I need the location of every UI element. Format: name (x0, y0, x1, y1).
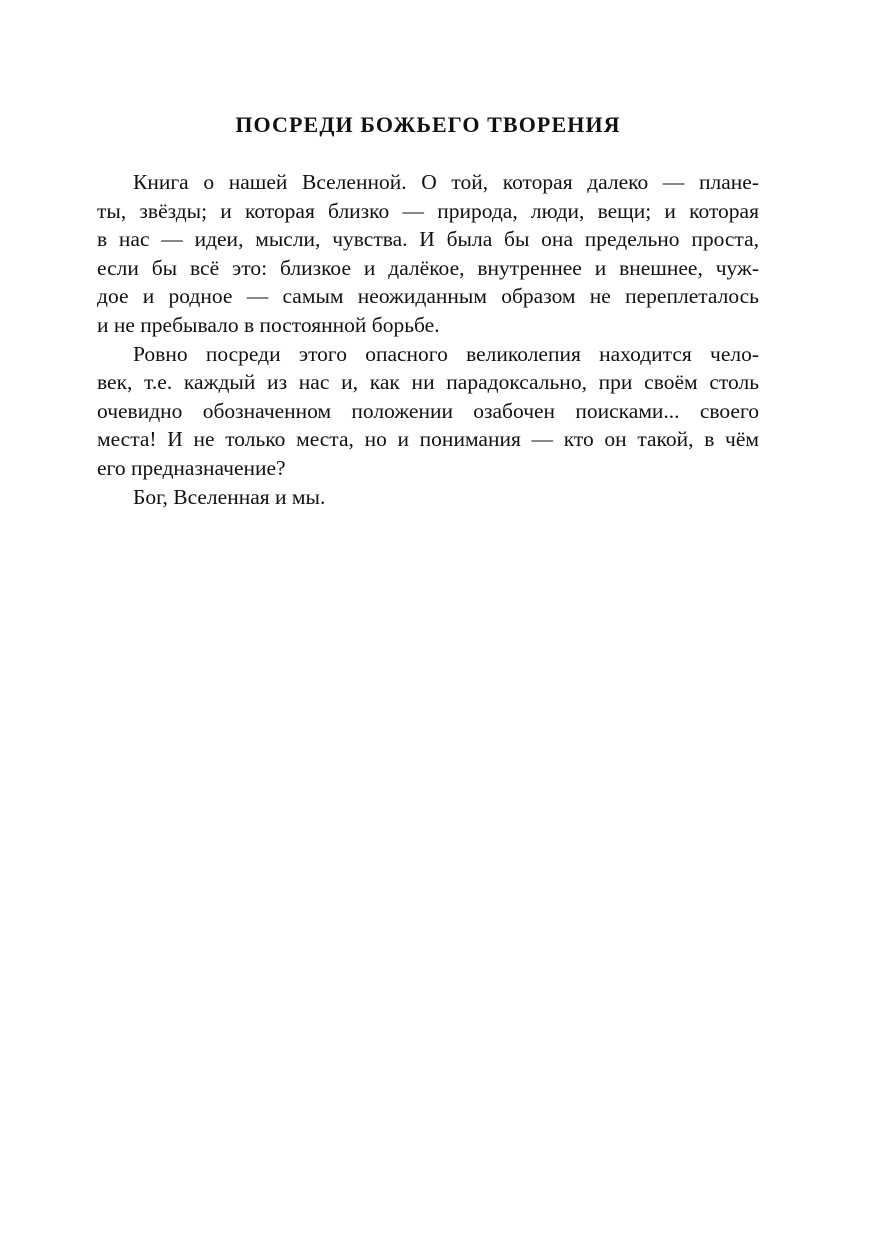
paragraph-2 (97, 340, 759, 483)
text-line: и не пребывало в постоянной борьбе. (97, 312, 440, 337)
text-line: Бог, Вселенная и мы. (133, 484, 326, 509)
text-line: очевидно обозначенном положении озабочен поисками... своего (97, 398, 759, 423)
paragraph-3 (97, 483, 759, 512)
text-line: если бы всё это: близкое и далёкое, внутреннее и внешнее, чуж- (97, 255, 759, 280)
text-line: в нас — идеи, мысли, чувства. И была бы она предельно проста, (97, 227, 759, 252)
text-line: Ровно посреди этого опасного великолепия находится чело- (133, 341, 759, 366)
text-line: места! И не только места, но и понимания — кто он такой, в чём (97, 427, 759, 452)
text-line: его предназначение? (97, 455, 286, 480)
body-text (97, 168, 759, 511)
text-line: век, т.е. каждый из нас и, как ни парадоксально, при своём столь (97, 370, 759, 395)
chapter-title: ПОСРЕДИ БОЖЬЕГО ТВОРЕНИЯ (235, 112, 621, 137)
text-line: ты, звёзды; и которая близко — природа, люди, вещи; и которая (97, 198, 759, 223)
text-line: Книга о нашей Вселенной. О той, которая далеко — плане- (133, 170, 759, 194)
text-line: дое и родное — самым неожиданным образом не переплеталось (97, 284, 759, 309)
paragraph-1 (97, 168, 759, 340)
